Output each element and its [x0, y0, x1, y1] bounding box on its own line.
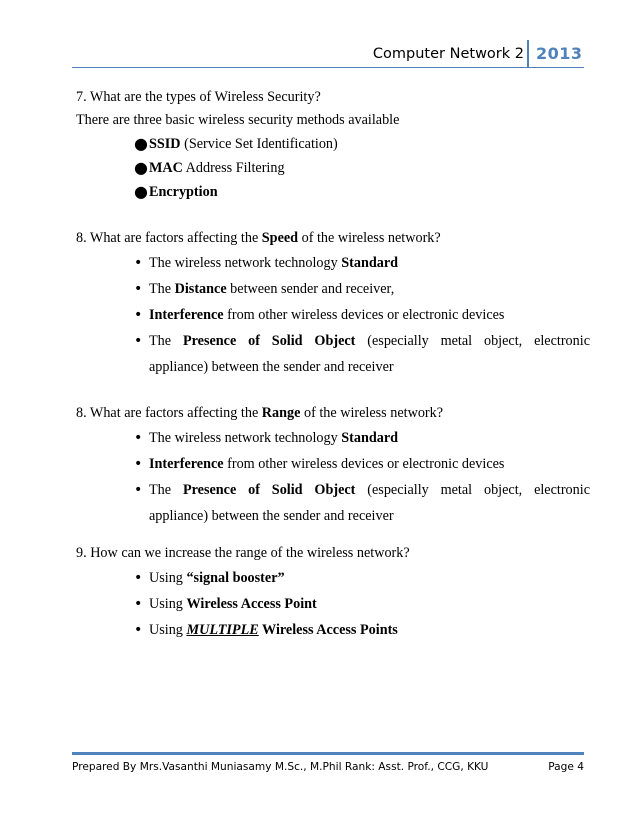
bullet-icon: •: [134, 622, 143, 638]
bullet-icon: •: [134, 333, 143, 349]
list-item: • Interference from other wireless devices or electronic devices: [76, 302, 590, 328]
bullet-icon: •: [134, 307, 143, 323]
page-content: [76, 86, 590, 643]
list-item: ● Encryption: [76, 180, 590, 204]
header-year: 2013: [536, 44, 583, 63]
list-item: • Using “signal booster”: [76, 565, 590, 591]
bullet-icon: •: [134, 430, 143, 446]
question-8-speed: 8. What are factors affecting the Speed of the wireless network?: [76, 230, 441, 246]
list-item: • The Presence of Solid Object (especially metal object, electronic appliance) between the sender and receiver: [76, 328, 590, 380]
list-item: • Using MULTIPLE Wireless Access Points: [76, 617, 590, 643]
bullet-icon: •: [134, 456, 143, 472]
question-7: 7. What are the types of Wireless Security?: [76, 89, 321, 105]
question-7-intro: There are three basic wireless security methods available: [76, 112, 400, 128]
list-item: ● SSID (Service Set Identification): [76, 132, 590, 156]
question-7-list: [76, 132, 590, 204]
header-separator: [527, 40, 529, 67]
header-rule: [72, 67, 584, 68]
footer-rule: [72, 752, 584, 755]
bullet-icon: •: [134, 596, 143, 612]
question-8-speed-list: [76, 250, 590, 380]
list-item: • The Distance between sender and receiver,: [76, 276, 590, 302]
bullet-icon: ●: [134, 134, 148, 153]
bullet-icon: ●: [134, 158, 148, 177]
bullet-icon: ●: [134, 182, 148, 201]
list-item: • The wireless network technology Standard: [76, 250, 590, 276]
bullet-icon: •: [134, 570, 143, 586]
question-8-range: 8. What are factors affecting the Range of the wireless network?: [76, 405, 444, 421]
bullet-icon: •: [134, 281, 143, 297]
list-item: • Interference from other wireless devices or electronic devices: [76, 451, 590, 477]
page-header: [0, 36, 638, 68]
list-item: • The Presence of Solid Object (especially metal object, electronic appliance) between the sender and receiver: [76, 477, 590, 529]
question-8-range-list: [76, 425, 590, 529]
page-number: Page 4: [548, 761, 584, 773]
list-item: • Using Wireless Access Point: [76, 591, 590, 617]
footer-author: Prepared By Mrs.Vasanthi Muniasamy M.Sc., M.Phil Rank: Asst. Prof., CCG, KKU: [72, 761, 489, 773]
bullet-icon: •: [134, 482, 143, 498]
question-9-list: [76, 565, 590, 643]
header-title: Computer Network 2: [372, 46, 524, 62]
question-9: 9. How can we increase the range of the wireless network?: [76, 545, 410, 561]
list-item: ● MAC Address Filtering: [76, 156, 590, 180]
list-item: • The wireless network technology Standard: [76, 425, 590, 451]
bullet-icon: •: [134, 255, 143, 271]
